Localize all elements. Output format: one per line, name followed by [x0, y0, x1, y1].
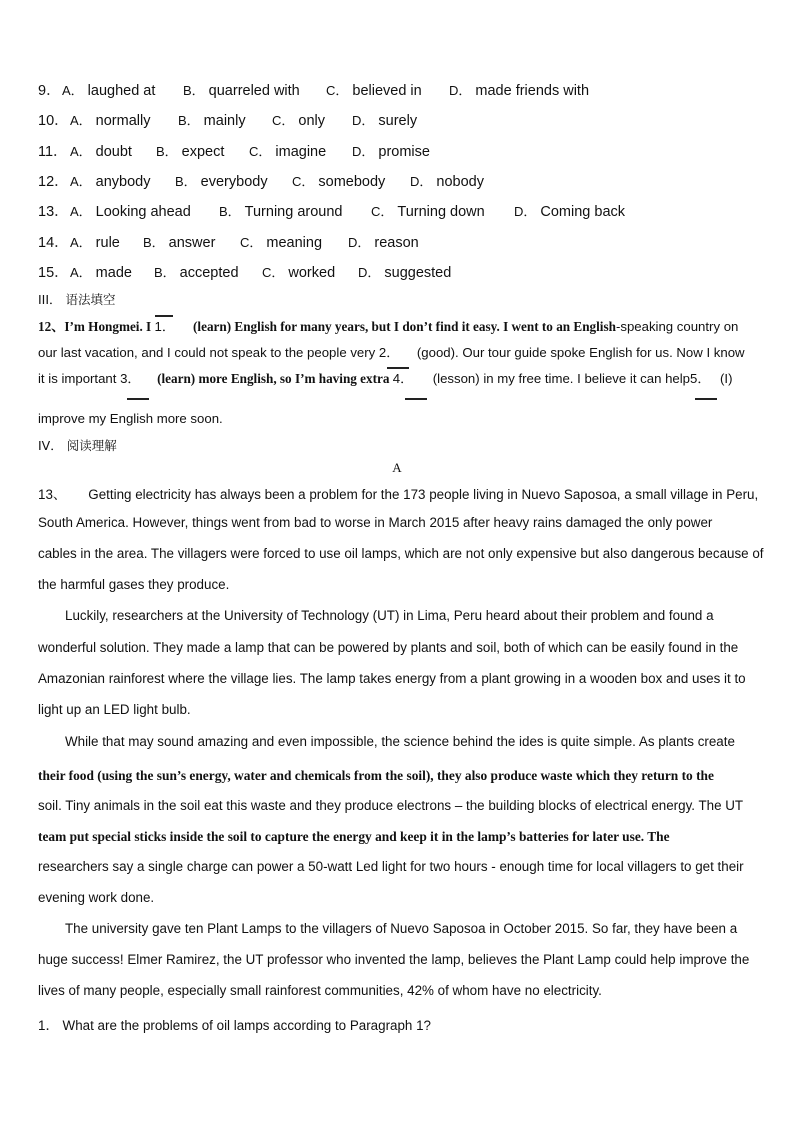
passage-line: team put special sticks inside the soil to capture the energy and keep it in the lamp’s batteries for later use. The: [38, 829, 670, 844]
passage-line: Amazonian rainforest where the village lies. The lamp takes energy from a plant growing in a wooden box and uses it to: [38, 671, 746, 686]
option-letter: B．: [183, 83, 205, 98]
option-letter: B．: [143, 235, 165, 250]
passage-line: soil. Tiny animals in the soil eat this waste and they produce electrons – the building blocks of electrical energy. The UT: [38, 798, 744, 813]
question-1: 1． What are the problems of oil lamps according to Paragraph 1?: [38, 1018, 431, 1033]
question-row: [38, 172, 758, 192]
option-d[interactable]: [358, 263, 451, 283]
option-letter: C．: [371, 204, 394, 219]
blank-4[interactable]: 4．: [392, 371, 414, 386]
option-letter: C．: [240, 235, 263, 250]
option-a[interactable]: [62, 81, 155, 101]
grammar-text: (learn) English for many years, but I don’t find it easy. I went to an English: [193, 319, 616, 334]
passage-line: evening work done.: [38, 890, 155, 905]
option-letter: C．: [292, 174, 315, 189]
blank-1[interactable]: [155, 318, 194, 336]
passage-line: the harmful gases they produce.: [38, 577, 230, 592]
blank-line-3: [127, 398, 149, 400]
option-text: Turning down: [397, 204, 485, 220]
option-c[interactable]: [292, 172, 385, 192]
option-c[interactable]: [326, 81, 422, 101]
option-a[interactable]: [70, 233, 120, 253]
question-number: 13、: [38, 487, 67, 502]
option-a[interactable]: [70, 142, 132, 162]
option-b[interactable]: [143, 233, 215, 253]
grammar-text: it is important: [38, 371, 121, 386]
option-letter: A．: [70, 174, 92, 189]
option-b[interactable]: [178, 111, 246, 131]
option-c[interactable]: [371, 202, 485, 222]
question-number: 9．: [38, 83, 61, 99]
option-text: mainly: [203, 113, 246, 129]
option-letter: B．: [219, 204, 241, 219]
passage-line: South America. However, things went from bad to worse in March 2015 after heavy rains damaged the only power: [38, 515, 713, 530]
passage-line: researchers say a single charge can power a 50-watt Led light for two hours - enough time for local villagers to get their: [38, 859, 744, 874]
option-letter: C．: [249, 144, 272, 159]
option-letter: A．: [70, 265, 92, 280]
question-number: 11．: [38, 144, 68, 160]
question-row: [38, 111, 758, 131]
option-text: surely: [378, 113, 418, 129]
option-letter: C．: [272, 113, 295, 128]
grammar-line-1: [38, 318, 738, 336]
question-row: [38, 233, 758, 253]
option-b[interactable]: [219, 202, 342, 222]
option-b[interactable]: [156, 142, 224, 162]
option-letter: B．: [156, 144, 178, 159]
option-text: expect: [181, 144, 225, 160]
question-row: [38, 202, 758, 222]
option-letter: B．: [154, 265, 176, 280]
passage-line: The university gave ten Plant Lamps to the villagers of Nuevo Saposoa in October 2015. So far, they have been a: [65, 921, 738, 936]
option-text: suggested: [384, 265, 452, 281]
option-text: everybody: [200, 174, 268, 190]
question-row: [38, 263, 758, 283]
option-text: normally: [95, 113, 151, 129]
blank-3[interactable]: 3．: [120, 371, 141, 386]
passage-line: wonderful solution. They made a lamp that can be powered by plants and soil, both of which can be easily found in the: [38, 640, 739, 655]
passage-label: A: [392, 460, 402, 475]
passage-line: huge success! Elmer Ramirez, the UT professor who invented the lamp, believes the Plant Lamp could help improve the: [38, 952, 750, 967]
grammar-text: our last vacation, and I could not speak to the people very: [38, 345, 379, 360]
grammar-text: 12、I’m Hongmei. I: [38, 319, 155, 334]
blank-number: 1．: [154, 319, 176, 334]
passage-line: light up an LED light bulb.: [38, 702, 191, 717]
question-number: 14．: [38, 235, 69, 251]
option-text: imagine: [275, 144, 327, 160]
option-letter: B．: [178, 113, 200, 128]
option-text: somebody: [318, 174, 386, 190]
option-letter: D．: [410, 174, 433, 189]
option-text: anybody: [95, 174, 151, 190]
option-text: only: [298, 113, 325, 129]
option-c[interactable]: [262, 263, 335, 283]
blank-5[interactable]: 5．: [690, 371, 711, 386]
blank-line: [155, 315, 173, 317]
option-text: made: [95, 265, 132, 281]
option-text: Coming back: [540, 204, 626, 220]
grammar-text: (learn) more English, so I’m having extra: [157, 371, 393, 386]
grammar-line-4: improve my English more soon.: [38, 411, 223, 426]
option-d[interactable]: [514, 202, 625, 222]
option-b[interactable]: [175, 172, 268, 192]
option-letter: D．: [348, 235, 371, 250]
option-text: reason: [374, 235, 419, 251]
option-d[interactable]: [352, 142, 430, 162]
option-letter: D．: [352, 113, 375, 128]
passage-line: cables in the area. The villagers were forced to use oil lamps, which are not only expensive but also dangerous because of: [38, 546, 764, 561]
option-text: accepted: [179, 265, 239, 281]
option-d[interactable]: [410, 172, 484, 192]
option-letter: A．: [70, 204, 92, 219]
blank-line-5: [695, 398, 717, 400]
option-letter: A．: [70, 235, 92, 250]
passage-line: While that may sound amazing and even impossible, the science behind the ides is quite simple. As plants create: [65, 734, 735, 749]
grammar-line-3: [38, 370, 732, 388]
option-letter: A．: [70, 113, 92, 128]
question-number: 15．: [38, 265, 69, 281]
option-a[interactable]: [70, 263, 132, 283]
question-row: [38, 81, 758, 101]
section-4-title: IV． 阅读理解: [38, 438, 117, 453]
option-letter: D．: [358, 265, 381, 280]
option-text: Looking ahead: [95, 204, 191, 220]
blank-line-4-top: [387, 367, 409, 369]
option-text: Turning around: [244, 204, 343, 220]
option-c[interactable]: [240, 233, 322, 253]
option-letter: D．: [449, 83, 472, 98]
question-number: 12．: [38, 174, 69, 190]
option-text: meaning: [266, 235, 323, 251]
option-c[interactable]: [272, 111, 325, 131]
option-letter: C．: [326, 83, 349, 98]
blank-line-4: [405, 398, 427, 400]
option-text: rule: [95, 235, 120, 251]
option-d[interactable]: [449, 81, 589, 101]
option-letter: A．: [62, 83, 84, 98]
option-text: worked: [288, 265, 336, 281]
option-letter: C．: [262, 265, 285, 280]
grammar-text: (I): [720, 371, 733, 386]
option-letter: A．: [70, 144, 92, 159]
question-row: [38, 142, 758, 162]
option-letter: D．: [352, 144, 375, 159]
option-text: doubt: [95, 144, 132, 160]
option-b[interactable]: [183, 81, 300, 101]
option-text: made friends with: [475, 83, 590, 99]
passage-text: Getting electricity has always been a problem for the 173 people living in Nuevo Saposoa, a small village in Peru,: [88, 487, 759, 502]
option-text: laughed at: [87, 83, 156, 99]
option-a[interactable]: [70, 172, 151, 192]
option-c[interactable]: [249, 142, 326, 162]
option-d[interactable]: [352, 111, 417, 131]
blank-2[interactable]: 2．: [378, 345, 400, 360]
passage-line: lives of many people, especially small rainforest communities, 42% of whom have no electricity.: [38, 983, 602, 998]
section-3-title: III． 语法填空: [38, 292, 116, 307]
option-letter: D．: [514, 204, 537, 219]
option-letter: B．: [175, 174, 197, 189]
option-text: promise: [378, 144, 430, 160]
option-a[interactable]: [70, 202, 191, 222]
question-number: 10．: [38, 113, 69, 129]
grammar-text: -speaking country on: [615, 319, 739, 334]
question-number: 13．: [38, 204, 69, 220]
option-text: answer: [168, 235, 216, 251]
passage-line: Luckily, researchers at the University of Technology (UT) in Lima, Peru heard about their problem and found a: [65, 608, 714, 623]
option-text: quarreled with: [208, 83, 300, 99]
option-b[interactable]: [154, 263, 239, 283]
grammar-text: (good). Our tour guide spoke English for us. Now I know: [416, 345, 745, 360]
grammar-line-2: [38, 344, 745, 362]
option-text: nobody: [436, 174, 484, 190]
option-d[interactable]: [348, 233, 419, 253]
passage-line: their food (using the sun’s energy, water and chemicals from the soil), they also produce waste which they return to the: [38, 768, 714, 783]
grammar-text: (lesson) in my free time. I believe it can help: [432, 371, 691, 386]
passage-line: [38, 484, 763, 503]
option-a[interactable]: [70, 111, 150, 131]
option-text: believed in: [352, 83, 422, 99]
